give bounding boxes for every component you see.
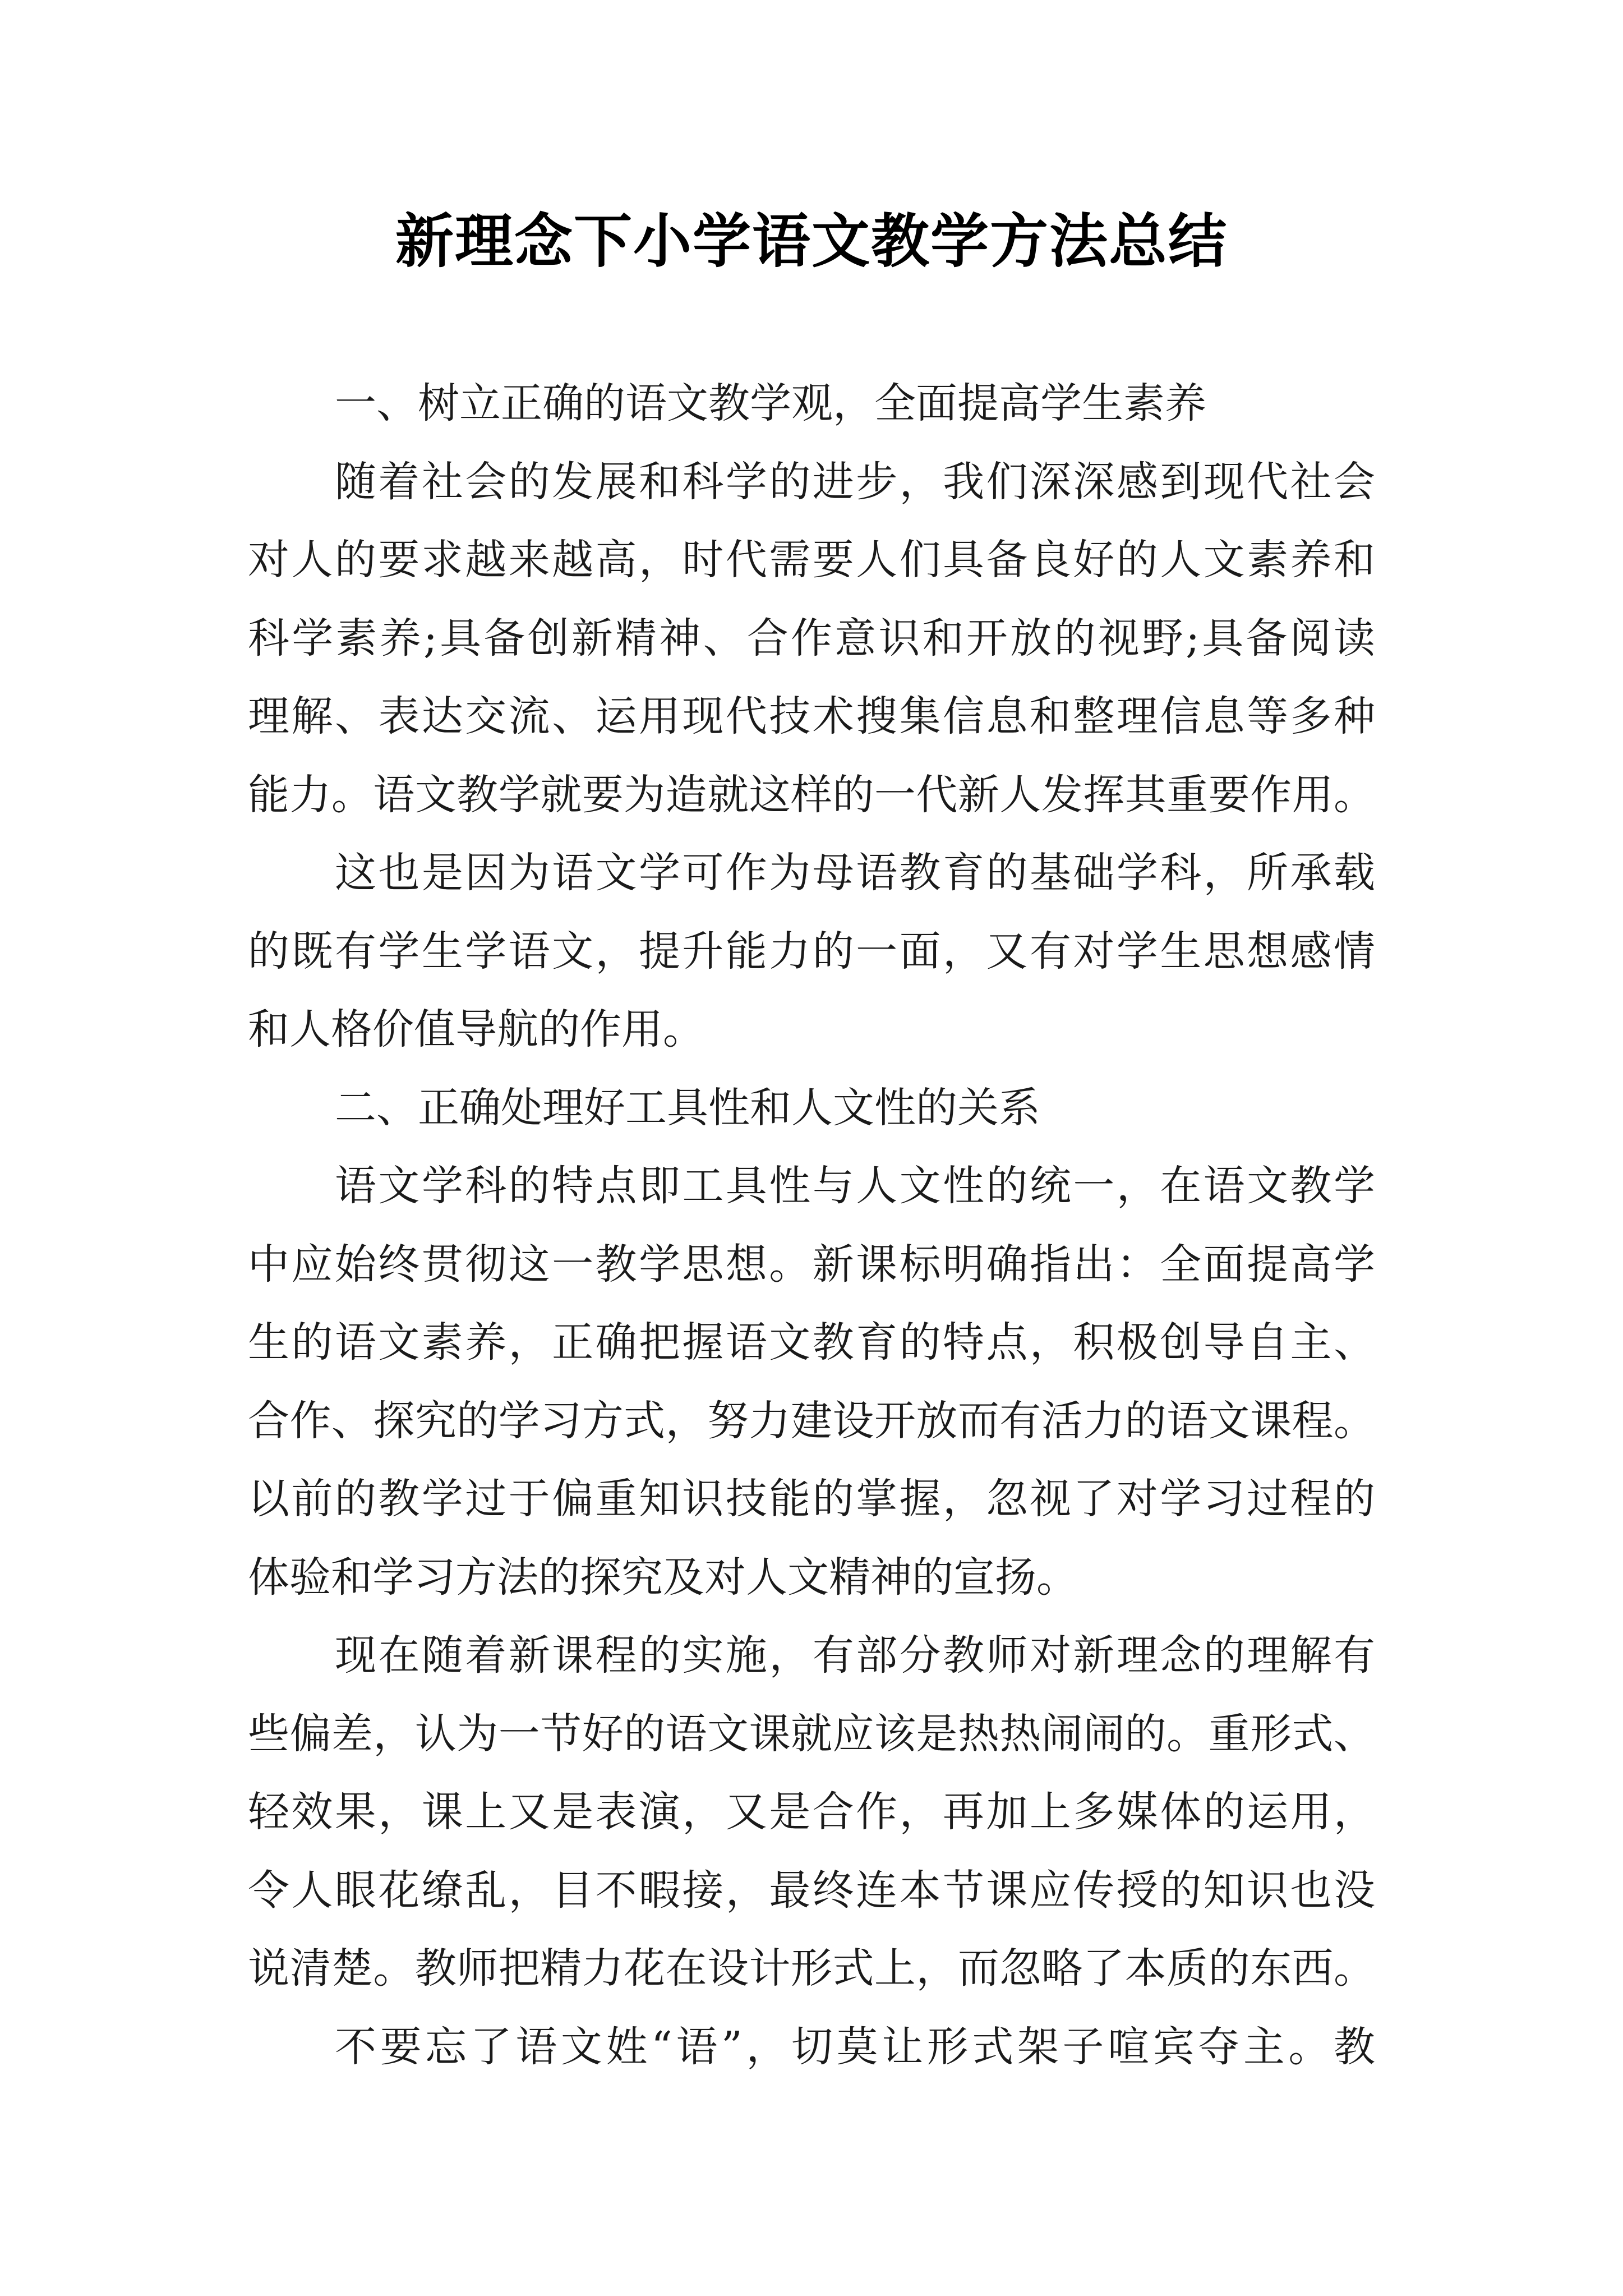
body-line: 对人的要求越来越高，时代需要人们具备良好的人文素养和 (248, 536, 1375, 584)
body-line: 合作、探究的学习方式，努力建设开放而有活力的语文课程。 (248, 1396, 1375, 1445)
body-line: 生的语文素养，正确把握语文教育的特点，积极创导自主、 (248, 1318, 1375, 1366)
body-line: 这也是因为语文学可作为母语教育的基础学科，所承载 (335, 849, 1375, 897)
body-line: 语文学科的特点即工具性与人文性的统一，在语文教学 (335, 1162, 1375, 1210)
body-line: 中应始终贯彻这一教学思想。新课标明确指出：全面提高学 (248, 1240, 1375, 1289)
body-line: 不要忘了语文姓“语”，切莫让形式架子喧宾夺主。教 (335, 2022, 1375, 2071)
body-line: 的既有学生学语文，提升能力的一面，又有对学生思想感情 (248, 927, 1375, 976)
body-line: 令人眼花缭乱，目不暇接，最终连本节课应传授的知识也没 (248, 1866, 1375, 1915)
body-line: 以前的教学过于偏重知识技能的掌握，忽视了对学习过程的 (248, 1475, 1375, 1523)
document-body (248, 365, 1375, 2086)
body-line: 现在随着新课程的实施，有部分教师对新理念的理解有 (335, 1631, 1375, 1680)
document-title: 新理念下小学语文教学方法总结 (395, 206, 1228, 275)
body-line: 随着社会的发展和科学的进步，我们深深感到现代社会 (335, 457, 1375, 506)
body-line: 二、正确处理好工具性和人文性的关系 (335, 1083, 1040, 1132)
body-line: 和人格价值导航的作用。 (248, 1005, 704, 1053)
body-line: 理解、表达交流、运用现代技术搜集信息和整理信息等多种 (248, 692, 1375, 740)
body-line: 体验和学习方法的探究及对人文精神的宣扬。 (248, 1553, 1078, 1602)
body-line: 一、树立正确的语文教学观，全面提高学生素养 (335, 379, 1206, 427)
body-line: 科学素养;具备创新精神、合作意识和开放的视野;具备阅读 (248, 614, 1375, 662)
body-line: 能力。语文教学就要为造就这样的一代新人发挥其重要作用。 (248, 770, 1375, 819)
body-line: 轻效果，课上又是表演，又是合作，再加上多媒体的运用， (248, 1788, 1375, 1836)
body-line: 些偏差，认为一节好的语文课就应该是热热闹闹的。重形式、 (248, 1709, 1375, 1758)
body-line: 说清楚。教师把精力花在设计形式上，而忽略了本质的东西。 (248, 1944, 1375, 1993)
